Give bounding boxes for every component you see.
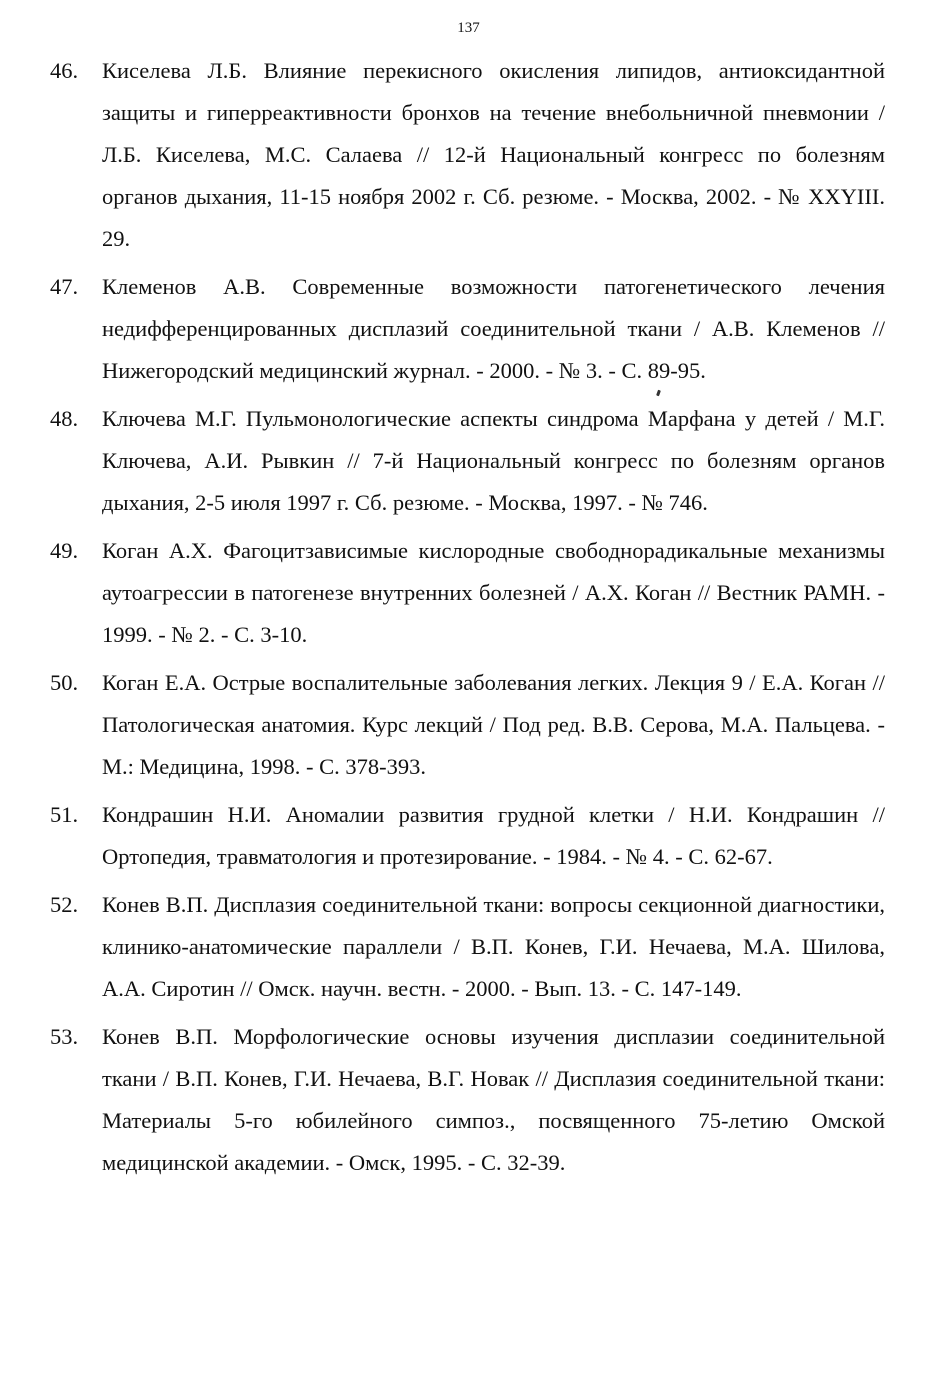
reference-item — [50, 884, 885, 1010]
reference-number: 50. — [50, 670, 79, 695]
reference-text: Коган А.Х. Фагоцитзависимые кислородные свободнорадикальные механизмы аутоагрессии в патогенезе внутренних болезней / А.Х. Коган // Вестник РАМН. - 1999. - № 2. - С. 3-10. — [102, 538, 885, 647]
reference-number: 46. — [50, 58, 79, 83]
reference-number: 48. — [50, 406, 79, 431]
reference-list — [50, 50, 885, 1190]
reference-item — [50, 794, 885, 878]
reference-item — [50, 50, 885, 260]
page-number: 137 — [457, 20, 480, 36]
reference-text: Коган Е.А. Острые воспалительные заболевания легких. Лекция 9 / Е.А. Коган // Патологическая анатомия. Курс лекций / Под ред. В.В. Серова, М.А. Пальцева. - М.: Медицина, 1998. - С. 378-393. — [102, 670, 885, 779]
reference-number: 52. — [50, 892, 79, 917]
reference-item — [50, 1016, 885, 1184]
reference-item — [50, 398, 885, 524]
reference-text: Конев В.П. Дисплазия соединительной ткани: вопросы секционной диагностики, клинико-анатомические параллели / В.П. Конев, Г.И. Нечаева, М.А. Шилова, А.А. Сиротин // Омск. научн. вестн. - 2000. - Вып. 13. - С. 147-149. — [102, 892, 885, 1001]
reference-item — [50, 266, 885, 392]
reference-text: Конев В.П. Морфологические основы изучения дисплазии соединительной ткани / В.П. Конев, Г.И. Нечаева, В.Г. Новак // Дисплазия соединительной ткани: Материалы 5-го юбилейного симпоз., посвященного 75-летию Омской медицинской академии. - Омск, 1995. - С. 32-39. — [102, 1024, 885, 1175]
reference-text: Кондрашин Н.И. Аномалии развития грудной клетки / Н.И. Кондрашин // Ортопедия, травматология и протезирование. - 1984. - № 4. - С. 62-67. — [102, 802, 885, 869]
reference-text: Клеменов А.В. Современные возможности патогенетического лечения недифференцированных дисплазий соединительной ткани / А.В. Клеменов // Нижегородский медицинский журнал. - 2000. - № 3. - С. 89-95. — [102, 274, 885, 383]
reference-number: 49. — [50, 538, 79, 563]
reference-item — [50, 530, 885, 656]
reference-text: Киселева Л.Б. Влияние перекисного окисления липидов, антиоксидантной защиты и гиперреактивности бронхов на течение внебольничной пневмонии / Л.Б. Киселева, М.С. Салаева // 12-й Национальный конгресс по болезням органов дыхания, 11-15 ноября 2002 г. Сб. резюме. - Москва, 2002. - № XXYIII. 29. — [102, 58, 885, 251]
reference-text: Ключева М.Г. Пульмонологические аспекты синдрома Марфана у детей / М.Г. Ключева, А.И. Рывкин // 7-й Национальный конгресс по болезням органов дыхания, 2-5 июля 1997 г. Сб. резюме. - Москва, 1997. - № 746. — [102, 406, 885, 515]
reference-item — [50, 662, 885, 788]
reference-number: 51. — [50, 802, 79, 827]
reference-number: 47. — [50, 274, 79, 299]
reference-number: 53. — [50, 1024, 79, 1049]
